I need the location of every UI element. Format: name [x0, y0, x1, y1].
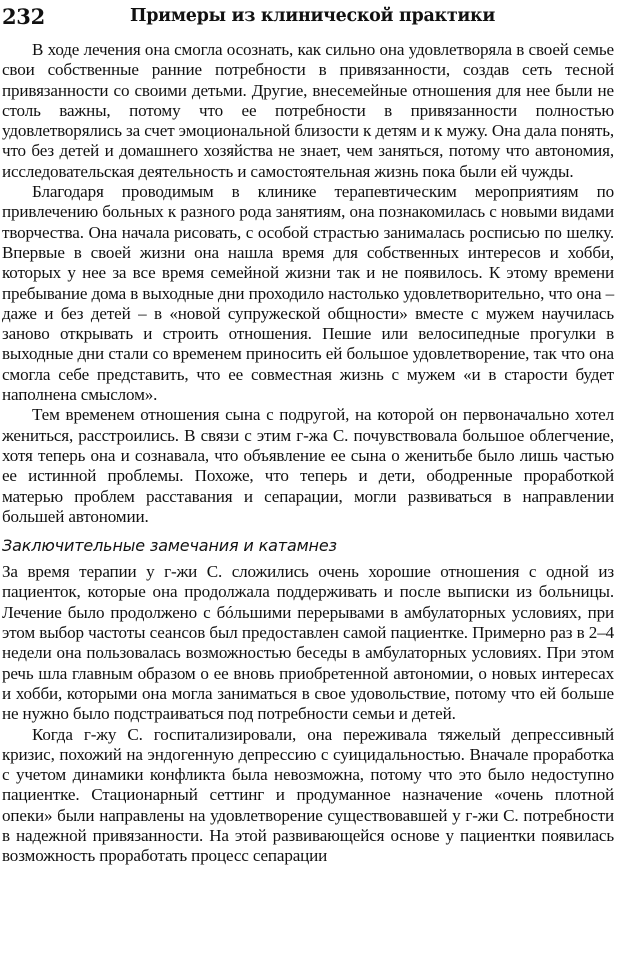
- body-text: [2, 40, 614, 867]
- section-heading: Заключительные замечания и катамнез: [2, 536, 337, 556]
- paragraph: Тем временем отношения сына с подругой, на которой он первоначально хотел жениться, расстроились. В связи с этим г-жа С. почувствовала большое облегчение, хотя теперь она и сознавала, что объявление ее сына о женитьбе было лишь частью ее истинной проблемы. Похоже, что теперь и дети, ободренные проработкой матерью проблем расставания и сепарации, могли развиваться в направлении большей автономии.: [2, 405, 614, 526]
- page-number: 232: [2, 4, 45, 29]
- paragraph: В ходе лечения она смогла осознать, как сильно она удовлетворяла в своей семье свои собственные ранние потребности в привязанности, создав сеть тесной привязанности со своими детьми. Другие, внесемейные отношения для нее были не столь важны, потому что ее потребности в привязанности полностью удовлетворялись за счет эмоциональной близости к детям и к мужу. Она дала понять, что без детей и домашнего хозяйства не знает, чем заняться, потому что автономия, исследовательская деятельность и самостоятельная жизнь пока были ей чужды.: [2, 40, 614, 181]
- paragraph: Когда г-жу С. госпитализировали, она переживала тяжелый депрессивный кризис, похожий на эндогенную депрессию с суицидальностью. Вначале проработка с учетом динамики конфликта была невозможна, потому что это было недоступно пациентке. Стационарный сеттинг и продуманное назначение «очень плотной опеки» были направлены на удовлетворение существовавшей у г-жи С. потребности в надежной привязанности. На этой развивающейся основе у пациентки появилась возможность проработать процесс сепарации: [2, 724, 614, 866]
- paragraph: За время терапии у г-жи С. сложились очень хорошие отношения с одной из пациенток, которые она продолжала поддерживать и после выписки из больницы. Лечение было продолжено с бóльшими перерывами в амбулаторных условиях, при этом выбор частоты сеансов был предоставлен самой пациентке. Примерно раз в 2–4 недели она пользовалась возможностью беседы в амбулаторных условиях. При этом речь шла главным образом о ее вновь приобретенной автономии, о новых интересах и хобби, которыми она могла заниматься в свое удовольствие, потому что ей больше не нужно было подстраиваться под потребности семьи и детей.: [2, 562, 614, 724]
- paragraph: Благодаря проводимым в клинике терапевтическим мероприятиям по привлечению больных к разного рода занятиям, она познакомилась с новыми видами творчества. Она начала рисовать, с особой страстью занималась росписью по шелку. Впервые в своей жизни она нашла время для собственных интересов и хобби, которых у нее за все время семейной жизни так и не появилось. К этому времени пребывание дома в выходные дни проходило настолько удовлетворительно, что она – даже и без детей – в «новой супружеской общности» вместе с мужем научилась заново открывать и строить отношения. Пешие или велосипедные прогулки в выходные дни стали со временем приносить ей большое удовлетворение, так что она смогла себе представить, что ее совместная жизнь с мужем «и в старости будет наполнена смыслом».: [2, 182, 614, 405]
- page-header: [0, 4, 620, 32]
- running-title: Примеры из клинической практики: [130, 6, 496, 26]
